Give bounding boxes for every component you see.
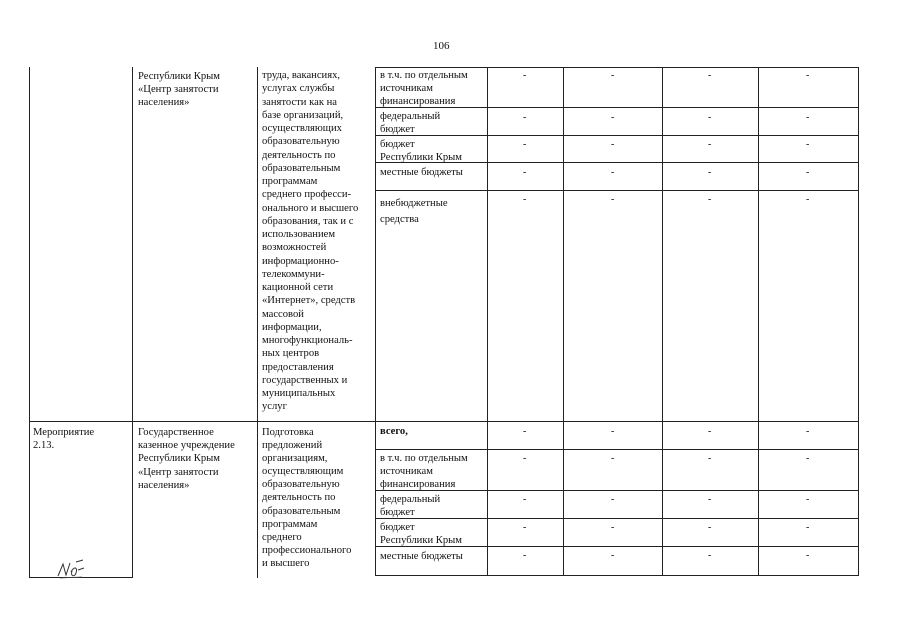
value-cell: - bbox=[806, 550, 810, 561]
value-cell: - bbox=[708, 453, 712, 464]
value-cell: - bbox=[611, 453, 615, 464]
value-cell: - bbox=[523, 426, 527, 437]
value-cell: - bbox=[611, 112, 615, 123]
value-cell: - bbox=[611, 194, 615, 205]
funding-source-cell: внебюджетные средства bbox=[380, 198, 448, 225]
table-border-right bbox=[858, 67, 859, 576]
funding-source-cell: бюджет Республики Крым bbox=[380, 139, 462, 164]
value-cell: - bbox=[611, 426, 615, 437]
lower-executor-cell: Государственное казенное учреждение Республики Крым «Центр занятости населения» bbox=[138, 427, 235, 491]
value-cell: - bbox=[523, 550, 527, 561]
value-cell: - bbox=[611, 550, 615, 561]
block-separator bbox=[29, 421, 859, 422]
value-cell: - bbox=[708, 426, 712, 437]
funding-source-cell: в т.ч. по отдельным источникам финансирования bbox=[380, 70, 468, 108]
row-line bbox=[375, 67, 859, 68]
value-cell: - bbox=[708, 194, 712, 205]
column-divider-1 bbox=[132, 67, 133, 578]
value-cell: - bbox=[708, 494, 712, 505]
column-divider-2 bbox=[257, 67, 258, 578]
value-cell: - bbox=[708, 139, 712, 150]
value-cell: - bbox=[611, 167, 615, 178]
value-cell: - bbox=[708, 70, 712, 81]
value-cell: - bbox=[611, 522, 615, 533]
upper-result-cell: труда, вакансиях, услугах службы занятости как на базе организаций, осуществляющих образовательную деятельность по образовательным программам среднего професси- онального и высшего образования, так и с использованием возможностей информационно- телекоммуни- кационной сети «Интернет», средств массовой информации, многофункциональ- ных центров предоставления государственных и муниципальных услуг bbox=[262, 70, 359, 413]
value-cell: - bbox=[523, 494, 527, 505]
value-cell: - bbox=[806, 522, 810, 533]
column-divider-7 bbox=[758, 67, 759, 576]
value-cell: - bbox=[806, 194, 810, 205]
value-cell: - bbox=[708, 112, 712, 123]
funding-source-cell: федеральный бюджет bbox=[380, 494, 441, 519]
value-cell: - bbox=[708, 167, 712, 178]
column-divider-5 bbox=[563, 67, 564, 576]
row-line bbox=[375, 449, 859, 450]
funding-source-cell: местные бюджеты bbox=[380, 167, 463, 178]
funding-source-cell: местные бюджеты bbox=[380, 551, 463, 562]
funding-source-cell: в т.ч. по отдельным источникам финансирования bbox=[380, 453, 468, 491]
table-border-bottom bbox=[375, 575, 859, 576]
value-cell: - bbox=[611, 70, 615, 81]
value-cell: - bbox=[523, 522, 527, 533]
signature-mark bbox=[56, 558, 86, 580]
value-cell: - bbox=[523, 194, 527, 205]
upper-executor-cell: Республики Крым «Центр занятости населения» bbox=[138, 71, 220, 109]
value-cell: - bbox=[708, 550, 712, 561]
value-cell: - bbox=[806, 167, 810, 178]
value-cell: - bbox=[806, 453, 810, 464]
funding-source-cell: всего, bbox=[380, 426, 408, 437]
value-cell: - bbox=[523, 453, 527, 464]
column-divider-4 bbox=[487, 67, 488, 576]
table-border-left bbox=[29, 67, 30, 578]
page-number: 106 bbox=[433, 40, 450, 52]
value-cell: - bbox=[523, 139, 527, 150]
value-cell: - bbox=[806, 139, 810, 150]
value-cell: - bbox=[708, 522, 712, 533]
lower-result-cell: Подготовка предложений организациям, осуществляющим образовательную деятельность по образовательным программам среднего профессионального и высшего bbox=[262, 427, 352, 569]
value-cell: - bbox=[806, 494, 810, 505]
measure-cell: Мероприятие 2.13. bbox=[33, 427, 95, 452]
value-cell: - bbox=[523, 112, 527, 123]
value-cell: - bbox=[523, 70, 527, 81]
column-divider-6 bbox=[662, 67, 663, 576]
funding-source-cell: бюджет Республики Крым bbox=[380, 522, 462, 547]
value-cell: - bbox=[806, 70, 810, 81]
row-line bbox=[375, 190, 859, 191]
value-cell: - bbox=[611, 494, 615, 505]
value-cell: - bbox=[523, 167, 527, 178]
value-cell: - bbox=[611, 139, 615, 150]
column-divider-3 bbox=[375, 67, 376, 576]
value-cell: - bbox=[806, 426, 810, 437]
funding-source-cell: федеральный бюджет bbox=[380, 111, 441, 136]
value-cell: - bbox=[806, 112, 810, 123]
